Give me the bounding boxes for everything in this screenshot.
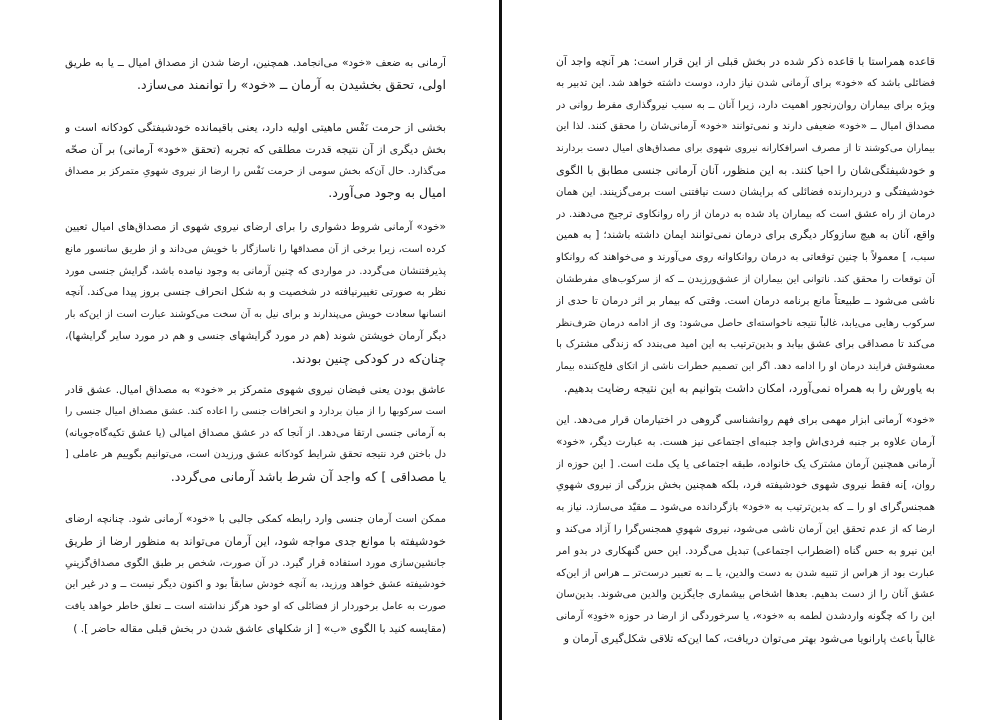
right-page xyxy=(556,0,935,720)
text-line: ممکن است آرمان جنسی وارد رابطه کمکی جالبی با «خود» آرمانی شود. چنانچه ارضای xyxy=(65,513,446,525)
text-line: آرمان علاوه بر جنبه فردی‌اش واجد جنبه‌ای اجتماعی نیز هست. به عبارت دیگر، «خود» xyxy=(556,435,935,448)
text-line: بخش دیگری از آن نتیجه قدرت مطلقی که تجربه (تحقق «خود» آرمانی) بر آن صحّه xyxy=(65,142,446,156)
text-line: «خود» آرمانی ابزار مهمی برای فهم روانشناسی گروهی در اختیارمان قرار می‌دهد. این xyxy=(556,414,935,426)
text-line: این را که چگونه واردشدن لطمه به «خود»، یا سرخوردگی از ارضا در حوزه «خودِ» آرمانی xyxy=(556,611,935,623)
text-line: کرده است، زیرا برخی از آن مصداقها را ناسازگار با خویش می‌داند و از طریق سانسور مانع xyxy=(65,243,446,255)
text-line: خودشیفته عشق خواهد ورزید، به آنچه خودش سابقاً بود و اکنون دیگر نیست ــ و در غیر این xyxy=(65,579,446,591)
text-line: ارضا که از عدم تحقق این آرمان ناشی می‌شود، نیروی شهویِ همجنس‌گرا را آزاد می‌کند و xyxy=(556,523,935,535)
text-line: روان، ]نه فقط نیروی شهوی خودشیفته فرد، بلکه همچنین بخش بزرگی از نیروی شهویِ xyxy=(556,479,935,492)
text-line: دیگر آرمان خویشتن شوند (هم در مورد گرایشهای جنسی و هم در مورد سایر گرایشها)، xyxy=(65,329,446,342)
text-line: مصداق امیال ــ «خود» ضعیفی دارند و نمی‌توانند «خود» آرمانی‌شان را محقق کنند. لذا این xyxy=(556,121,935,133)
text-line: (مقایسه کنید با الگوی «ب» [ از شکلهای عاشق شدن در بخش قبلی مقاله حاضر ]. ) xyxy=(73,621,446,635)
text-line: خودشیفته با موانع جدی مواجه شود، این آرمان می‌تواند به منظور ارضا از طریق xyxy=(65,533,446,548)
text-line: جانشین‌سازی مورد استفاده قرار گیرد. در آن صورت، شخص بر طبق الگوی مصداق‌گزینیِ xyxy=(65,557,446,569)
text-line: صورت به عامل برخوردار از فضائلی که او خود هرگز نداشته است ــ تعلق خاطر خواهد یافت xyxy=(65,601,446,613)
text-line: آرمانی همچنین آرمان مشترک یک خانواده، طبقه اجتماعی یا یک ملت است. [ این حوزه از xyxy=(556,458,935,470)
text-line: «خود» آرمانی شروط دشواری را برای ارضای نیروی شهوی از مصداق‌های امیال تعیین xyxy=(65,221,446,233)
text-line: همجنس‌گرای او را ــ که بدین‌ترتیب به «خود» بازگردانده می‌شود ــ مقیّد می‌سازد. نیاز به xyxy=(556,502,935,514)
text-line: می‌کند تا مصداقی برای عشق بیابد و بدین‌ترتیب به این امید می‌بندد که زندگی مشترک با xyxy=(556,338,935,351)
text-line: خودشیفتگی و دربردارنده فضائلی که برایشان دست نیافتنی است برمی‌گزینند. این همان xyxy=(556,185,935,198)
text-line: چنان‌که در کودکی چنین بودند. xyxy=(291,350,446,366)
text-line: معشوقش فرایند درمان او را ادامه دهد. اگر این تصمیم خطرات ناشی از اتکای فلج‌کننده بیمار xyxy=(556,361,935,373)
text-line: و خودشیفتگی‌شان را احیا کنند. به این منظور، آنان آرمانی جنسی مطابق با الگوی xyxy=(556,163,935,177)
paragraph xyxy=(556,51,935,400)
page-gutter-divider xyxy=(499,0,502,720)
text-line: درمان از راه عشق است که بیماران یاد شده به درمان از راه روانکاوی ترجیح می‌دهند. در xyxy=(556,208,935,220)
text-line: غالباً باعث پارانویا می‌شود بهتر می‌توان دریافت، کما این‌که تلاقی شکل‌گیری آرمان و xyxy=(563,631,935,645)
text-line: این نیرو به حس گناه (اضطراب اجتماعی) تبدیل می‌گردد. این حس گنهکاری در بدو امر xyxy=(556,544,935,557)
text-line: به آرمانی جنسی ارتقا می‌دهد. از آنجا که در عشق مصداق امیالی (یا عشق تکیه‌گاه‌جویانه) xyxy=(65,427,446,439)
text-line: بیماران می‌کوشند تا از مصرف اسرافکارانه نیروی شهوی برای مصداق‌های امیال دست بردارند xyxy=(556,143,935,155)
text-line: عاشق بودن یعنی فیضان نیروی شهوی متمرکز بر «خود» به مصداق امیال. عشق قادر xyxy=(65,383,446,396)
paragraph xyxy=(65,217,446,370)
text-line: بخشی از حرمت نَفْس ماهیتی اولیه دارد، یعنی باقیمانده خودشیفتگی کودکانه است و xyxy=(65,121,446,134)
paragraph xyxy=(65,52,446,96)
text-line: به یاورش را به همراه نمی‌آورد، امکان داشت بتوانیم به این نتیجه رضایت بدهیم. xyxy=(563,380,935,395)
text-line: سبب، ] معمولاً با چنین توقعاتی به درمان روانکاوانه روی می‌آورند و می‌خواهند که روانکاو xyxy=(556,252,935,264)
left-page xyxy=(65,0,446,720)
text-line: ویژه برای بیماران روان‌رنجور اهمیت دارد، زیرا آنان ــ به سبب نیروگذاری مفرط روانی در xyxy=(556,99,935,111)
text-line: ناشی می‌شود ــ طبیعتاً مانع برنامه درمان است. وقتی که بیمار بر اثر درمان تا حدی از xyxy=(556,294,935,307)
paragraph xyxy=(65,379,446,488)
text-line: پذیرفتنشان می‌گردد. در مواردی که چنین آرمانی به وجود نیامده باشد، گرایش جنسی مورد xyxy=(65,265,446,277)
text-line: است سرکوبها را از میان بردارد و انحرافات جنسی را اعاده کند. عشق مصداق امیال جنسی را xyxy=(65,405,446,417)
text-line: قاعده همراستا با قاعده ذکر شده در بخش قبلی از این قرار است: هر آنچه واجد آن xyxy=(556,55,935,68)
text-line: عشق آنان را از دست بدهیم. بعدها اشخاص بیشماری جایگزین والدین می‌شوند. بدین‌سان xyxy=(556,589,935,601)
text-line: فضائلی باشد که «خود» برای آرمانی شدن نیاز دارد، دوست داشته خواهد شد. این تدبیر به xyxy=(556,77,935,89)
text-line: آن توقعات را محقق کند. ناتوانی این بیماران از عشق‌ورزیدن ــ که از سرکوب‌های مفرطشان xyxy=(556,273,935,285)
text-line: واقع، آنان به هیچ سازوکار دیگری برای درمان نمی‌توانند ایمان داشته باشند؛ [ به همین xyxy=(556,229,935,242)
text-line: امیال به وجود می‌آورد. xyxy=(328,185,446,201)
text-line: یا مصداقی ] که واجد آن شرط باشد آرمانی می‌گردد. xyxy=(170,469,446,485)
paragraph xyxy=(65,509,446,640)
paragraph xyxy=(65,117,446,204)
text-line: نظر به صورتی تغییرنیافته در شخصیت و به شکل انحراف جنسی بروز پیدا می‌کند. آنچه xyxy=(65,286,446,299)
paragraph xyxy=(556,410,935,650)
text-line: دل باختن فرد نتیجه تحقق شرایط کودکانه عشق ورزیدن است، می‌توانیم بگوییم هر عاملی [ xyxy=(65,449,446,461)
text-line: انسانها سعادت خویش می‌پندارند و برای نیل به آن سخت می‌کوشند عبارت است از این‌که بار xyxy=(65,309,446,321)
text-line: اولی، تحقق بخشیدن به آرمان ــ «خود» را توانمند می‌سازد. xyxy=(136,76,446,92)
text-line: می‌گذارد. حال آن‌که بخش سومی از حرمت نَفْس را ارضا از نیروی شهویِ متمرکز بر مصداق xyxy=(65,165,446,177)
text-line: عبارت بود از هراس از تنبیه شدن به دست والدین، یا ــ به تعبیر درست‌تر ــ هراس از این‌که xyxy=(556,567,935,579)
text-line: سرکوب رهایی می‌یابد، غالباً نتیجه ناخواسته‌ای حاصل می‌شود: وی از ادامه درمان صَرف‌نظر xyxy=(556,317,935,329)
text-line: آرمانی به ضعف «خود» می‌انجامد. همچنین، ارضا شدن از مصداق امیال ــ یا به طریق xyxy=(65,56,446,69)
